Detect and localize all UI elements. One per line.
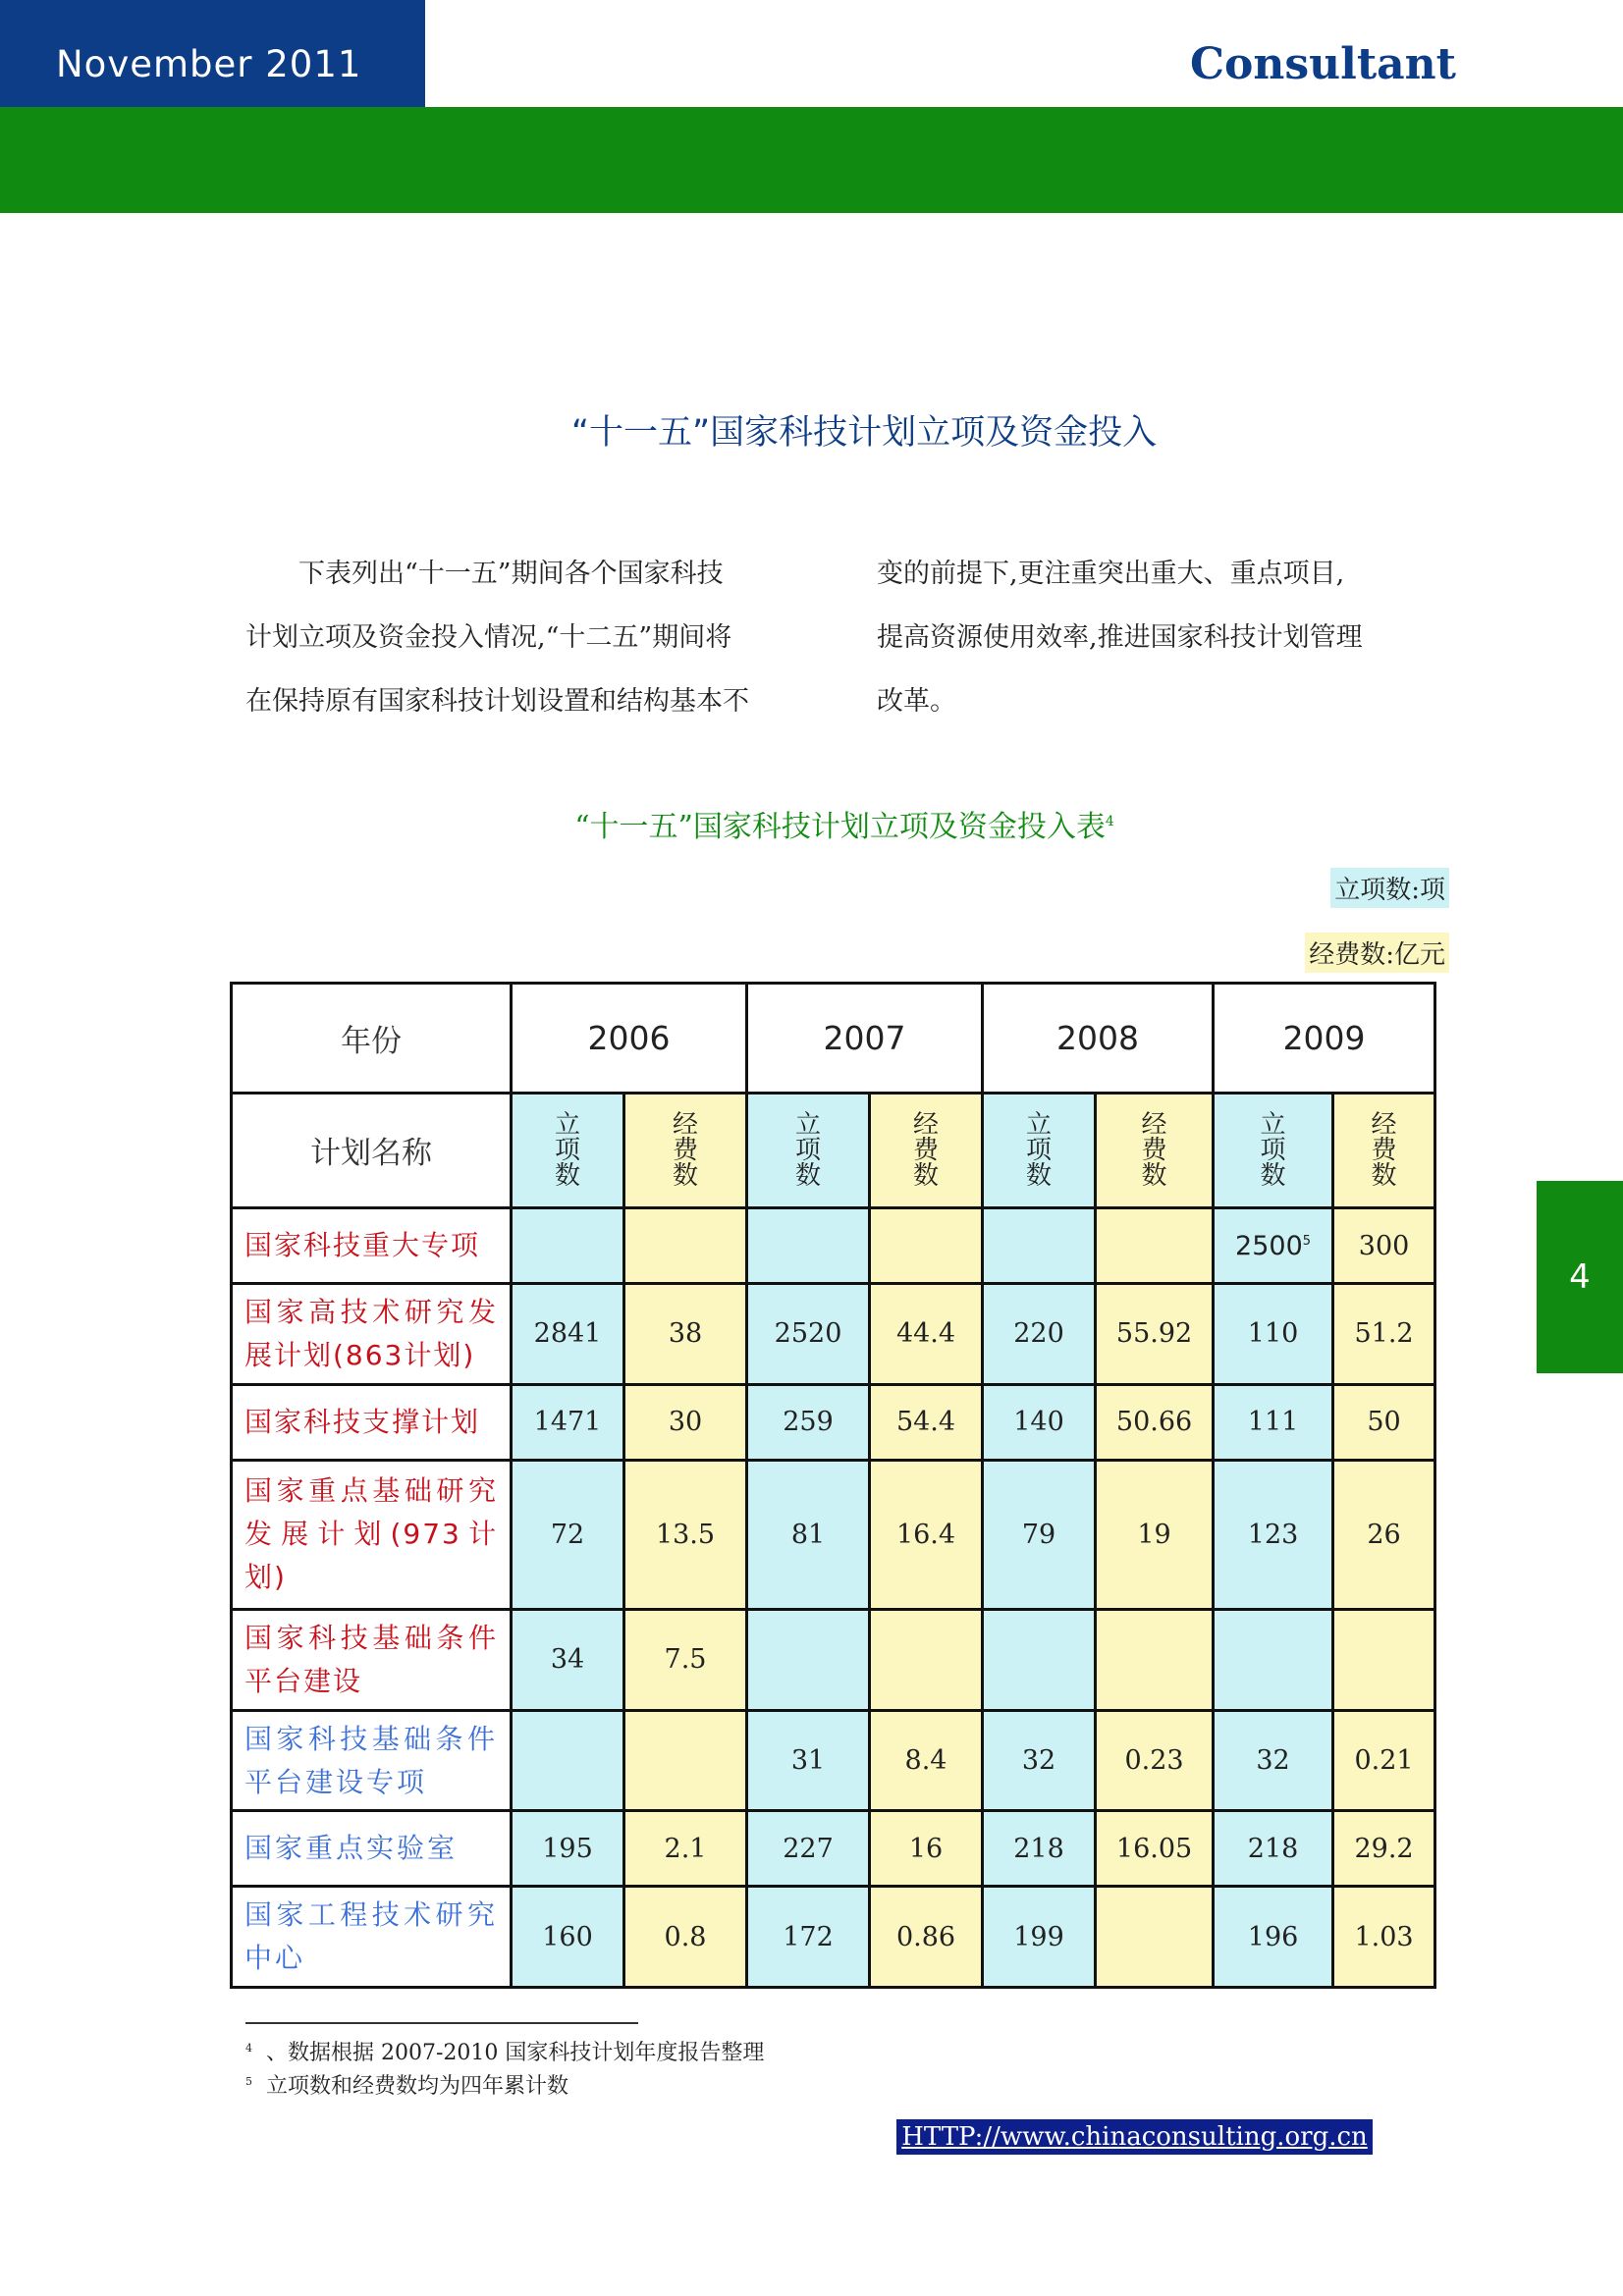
projects-cell: 111	[1214, 1384, 1333, 1460]
projects-cell: 31	[747, 1710, 870, 1811]
page-number-tab	[1537, 1181, 1623, 1373]
plan-name: 国家重点实验室	[232, 1811, 512, 1887]
funding-header: 经 费 数	[870, 1093, 983, 1207]
funding-cell: 50.66	[1096, 1384, 1214, 1460]
table-row	[232, 1710, 1435, 1811]
projects-header: 立 项 数	[1214, 1093, 1333, 1207]
projects-cell: 32	[983, 1710, 1096, 1811]
projects-cell: 1471	[512, 1384, 624, 1460]
funding-cell: 13.5	[624, 1460, 747, 1609]
funding-cell: 44.4	[870, 1283, 983, 1384]
cell-value: 2500	[1235, 1230, 1303, 1261]
funding-cell: 30	[624, 1384, 747, 1460]
table-title-text: “十一五”国家科技计划立项及资金投入表	[574, 810, 1106, 844]
intro-line: 下表列出“十一五”期间各个国家科技	[298, 559, 724, 589]
header-band	[0, 107, 1623, 213]
footnote-mark: 5	[245, 2074, 252, 2088]
projects-cell: 110	[1214, 1283, 1333, 1384]
funding-cell	[1333, 1609, 1435, 1710]
footnote-4	[245, 2036, 764, 2066]
projects-cell: 123	[1214, 1460, 1333, 1609]
funding-cell: 0.8	[624, 1887, 747, 1988]
funding-cell: 2.1	[624, 1811, 747, 1887]
funding-cell: 16	[870, 1811, 983, 1887]
funding-cell: 26	[1333, 1460, 1435, 1609]
intro-line: 计划立项及资金投入情况,“十二五”期间将	[245, 622, 732, 653]
funding-cell: 51.2	[1333, 1283, 1435, 1384]
year-2009: 2009	[1214, 984, 1435, 1094]
plan-name: 国家重点基础研究发展计划(973计划)	[232, 1460, 512, 1609]
plan-name: 国家工程技术研究中心	[232, 1887, 512, 1988]
projects-cell	[983, 1208, 1096, 1284]
table-title	[511, 802, 1178, 845]
projects-cell	[1214, 1208, 1333, 1284]
funding-cell	[870, 1609, 983, 1710]
footnote-5	[245, 2069, 568, 2100]
projects-header: 立 项 数	[512, 1093, 624, 1207]
funding-cell	[624, 1208, 747, 1284]
projects-cell	[1214, 1609, 1333, 1710]
projects-cell: 218	[1214, 1811, 1333, 1887]
footnote-mark: 5	[1302, 1233, 1312, 1249]
funding-cell	[870, 1208, 983, 1284]
funding-cell: 29.2	[1333, 1811, 1435, 1887]
table-row	[232, 1609, 1435, 1710]
year-2006: 2006	[512, 984, 747, 1094]
intro-line: 改革。	[877, 686, 956, 717]
projects-cell	[512, 1208, 624, 1284]
footnote-mark: 4	[245, 2041, 252, 2055]
page-title: “十一五”国家科技计划立项及资金投入	[570, 413, 1158, 453]
projects-cell: 79	[983, 1460, 1096, 1609]
table-row	[232, 1208, 1435, 1284]
funding-table	[230, 982, 1436, 1989]
table-body	[232, 1208, 1435, 1988]
projects-cell: 34	[512, 1609, 624, 1710]
plan-name: 国家科技基础条件平台建设专项	[232, 1710, 512, 1811]
projects-cell: 259	[747, 1384, 870, 1460]
funding-cell: 8.4	[870, 1710, 983, 1811]
funding-cell: 1.03	[1333, 1887, 1435, 1988]
year-2007: 2007	[747, 984, 983, 1094]
intro-line: 提高资源使用效率,推进国家科技计划管理	[877, 622, 1363, 653]
unit-funding: 经费数:亿元	[1305, 933, 1449, 973]
projects-header: 立 项 数	[983, 1093, 1096, 1207]
funding-cell	[1096, 1887, 1214, 1988]
plan-name: 国家科技重大专项	[232, 1208, 512, 1284]
funding-header: 经 费 数	[1333, 1093, 1435, 1207]
funding-cell: 0.21	[1333, 1710, 1435, 1811]
projects-cell: 218	[983, 1811, 1096, 1887]
intro-column-2	[877, 542, 1427, 733]
year-header-row	[232, 984, 1435, 1094]
intro-line: 在保持原有国家科技计划设置和结构基本不	[245, 686, 749, 717]
table-row	[232, 1460, 1435, 1609]
table-row	[232, 1887, 1435, 1988]
intro-line: 变的前提下,更注重突出重大、重点项目,	[877, 559, 1345, 589]
intro-column-1	[245, 542, 795, 733]
projects-cell: 227	[747, 1811, 870, 1887]
funding-cell: 0.86	[870, 1887, 983, 1988]
plan-name: 国家科技支撑计划	[232, 1384, 512, 1460]
funding-cell: 7.5	[624, 1609, 747, 1710]
funding-header: 经 费 数	[624, 1093, 747, 1207]
funding-header: 经 费 数	[1096, 1093, 1214, 1207]
issue-date: November 2011	[0, 0, 425, 107]
projects-cell: 72	[512, 1460, 624, 1609]
projects-cell: 81	[747, 1460, 870, 1609]
page-number: 4	[1569, 1257, 1591, 1297]
projects-cell: 2841	[512, 1283, 624, 1384]
projects-cell: 160	[512, 1887, 624, 1988]
funding-cell: 19	[1096, 1460, 1214, 1609]
funding-cell: 16.4	[870, 1460, 983, 1609]
projects-cell	[747, 1609, 870, 1710]
projects-cell: 196	[1214, 1887, 1333, 1988]
projects-header: 立 项 数	[747, 1093, 870, 1207]
funding-cell	[624, 1710, 747, 1811]
funding-cell: 55.92	[1096, 1283, 1214, 1384]
plan-name: 国家科技基础条件平台建设	[232, 1609, 512, 1710]
projects-cell: 140	[983, 1384, 1096, 1460]
funding-cell: 38	[624, 1283, 747, 1384]
year-2008: 2008	[983, 984, 1214, 1094]
table-row	[232, 1283, 1435, 1384]
table-row	[232, 1384, 1435, 1460]
funding-cell	[1096, 1609, 1214, 1710]
plan-name-label: 计划名称	[232, 1093, 512, 1207]
table-title-footnote-mark: 4	[1105, 814, 1114, 829]
footnote-rule	[245, 2022, 638, 2024]
projects-cell	[512, 1710, 624, 1811]
projects-cell: 195	[512, 1811, 624, 1887]
footnote-text: 立项数和经费数均为四年累计数	[266, 2074, 569, 2099]
projects-cell: 172	[747, 1887, 870, 1988]
year-label: 年份	[232, 984, 512, 1094]
website-link[interactable]: HTTP://www.chinaconsulting.org.cn	[896, 2119, 1373, 2155]
table-row	[232, 1811, 1435, 1887]
sub-header-row	[232, 1093, 1435, 1207]
projects-cell: 220	[983, 1283, 1096, 1384]
footnote-text: 、数据根据 2007-2010 国家科技计划年度报告整理	[266, 2041, 765, 2065]
plan-name: 国家高技术研究发展计划(863计划)	[232, 1283, 512, 1384]
projects-cell: 199	[983, 1887, 1096, 1988]
funding-cell: 0.23	[1096, 1710, 1214, 1811]
projects-cell	[747, 1208, 870, 1284]
funding-cell	[1096, 1208, 1214, 1284]
funding-cell: 54.4	[870, 1384, 983, 1460]
funding-cell: 300	[1333, 1208, 1435, 1284]
projects-cell: 2520	[747, 1283, 870, 1384]
unit-projects: 立项数:项	[1330, 868, 1449, 908]
brand-title: Consultant	[1190, 39, 1456, 89]
funding-cell: 16.05	[1096, 1811, 1214, 1887]
funding-cell: 50	[1333, 1384, 1435, 1460]
projects-cell: 32	[1214, 1710, 1333, 1811]
projects-cell	[983, 1609, 1096, 1710]
